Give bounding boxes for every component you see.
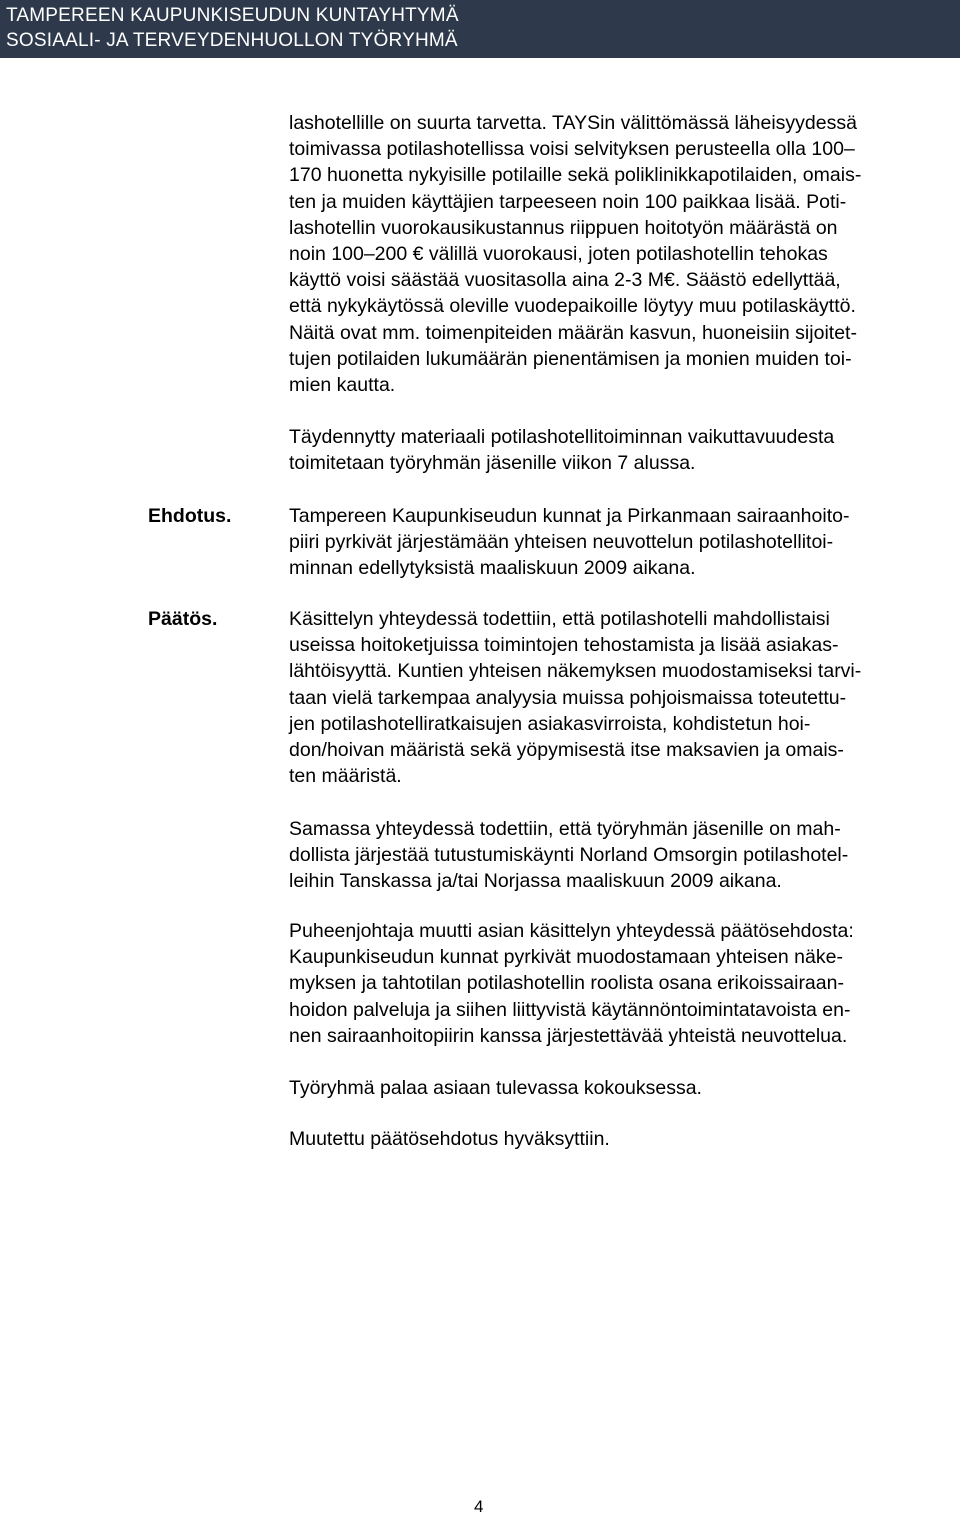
- text-line: Täydennytty materiaali potilashotellitoiminnan vaikuttavuudesta: [289, 426, 835, 448]
- paragraph-ehdotus: [289, 503, 949, 582]
- header-working-group: SOSIAALI- JA TERVEYDENHUOLLON TYÖRYHMÄ: [6, 30, 458, 51]
- text-line: useissa hoitoketjuissa toimintojen tehostamista ja lisää asiakas-: [289, 634, 839, 657]
- paragraph-paatos-4: [289, 1075, 949, 1101]
- paatos-label: Päätös.: [148, 608, 218, 630]
- text-line: minnan edellytyksistä maaliskuun 2009 aikana.: [289, 557, 696, 580]
- text-line: mien kautta.: [289, 374, 396, 397]
- text-line: toimitetaan työryhmän jäsenille viikon 7 alussa.: [289, 452, 696, 475]
- text-line: hoidon palveluja ja siihen liittyvistä käytännöntoimintatavoista en-: [289, 998, 851, 1021]
- text-line: lähtöisyyttä. Kuntien yhteisen näkemyksen muodostamiseksi tarvi-: [289, 660, 862, 683]
- text-line: don/hoivan määristä sekä yöpymisestä itse maksavien ja omais-: [289, 739, 844, 762]
- text-line: Työryhmä palaa asiaan tulevassa kokouksessa.: [289, 1077, 702, 1099]
- text-line: jen potilashotelliratkaisujen asiakasvirroista, kohdistetun hoi-: [289, 712, 811, 735]
- text-line: tujen potilaiden lukumäärän pienentämisen ja monien muiden toi-: [289, 347, 852, 370]
- ehdotus-label: Ehdotus.: [148, 505, 232, 527]
- text-line: lashotellille on suurta tarvetta. TAYSin välittömässä läheisyydessä: [289, 112, 857, 134]
- text-line: toimivassa potilashotellissa voisi selvityksen perusteella olla 100–: [289, 138, 855, 161]
- text-line: lashotellin vuorokausikustannus riippuen hoitotyön määrästä on: [289, 216, 838, 239]
- paragraph-paatos-2: [289, 816, 949, 895]
- page-header: [0, 0, 960, 58]
- text-line: 170 huonetta nykyisille potilaille sekä poliklinikkapotilaiden, omais-: [289, 164, 862, 187]
- text-line: ten määristä.: [289, 765, 402, 788]
- text-line: Käsittelyn yhteydessä todettiin, että potilashotelli mahdollistaisi: [289, 608, 830, 630]
- text-line: että nykykäytössä oleville vuodepaikoille löytyy muu potilaskäyttö.: [289, 295, 856, 318]
- text-line: Samassa yhteydessä todettiin, että työryhmän jäsenille on mah-: [289, 818, 841, 840]
- paragraph-material-note: [289, 424, 949, 476]
- text-line: Kaupunkiseudun kunnat pyrkivät muodostamaan yhteisen näke-: [289, 946, 843, 969]
- text-line: nen sairaanhoitopiirin kanssa järjestettävää yhteistä neuvottelua.: [289, 1024, 848, 1047]
- text-line: Näitä ovat mm. toimenpiteiden määrän kasvun, huoneisiin sijoitet-: [289, 321, 857, 344]
- text-line: dollista järjestää tutustumiskäynti Norland Omsorgin potilashotel-: [289, 844, 849, 867]
- paragraph-paatos-5: [289, 1126, 949, 1152]
- text-line: leihin Tanskassa ja/tai Norjassa maaliskuun 2009 aikana.: [289, 870, 782, 893]
- header-organization: TAMPEREEN KAUPUNKISEUDUN KUNTAYHTYMÄ: [6, 5, 459, 26]
- paragraph-paatos-3: [289, 918, 949, 1049]
- text-line: käyttö voisi säästää vuositasolla aina 2-3 M€. Säästö edellyttää,: [289, 269, 841, 292]
- paragraph-intro: [289, 110, 949, 398]
- page-number: 4: [474, 1497, 484, 1516]
- text-line: Tampereen Kaupunkiseudun kunnat ja Pirkanmaan sairaanhoito-: [289, 505, 850, 527]
- text-line: Muutettu päätösehdotus hyväksyttiin.: [289, 1128, 610, 1150]
- text-line: Puheenjohtaja muutti asian käsittelyn yhteydessä päätösehdosta:: [289, 920, 854, 942]
- text-line: taan vielä tarkempaa analyysia muissa pohjoismaissa toteutettu-: [289, 686, 847, 709]
- text-line: ten ja muiden käyttäjien tarpeeseen noin 100 paikkaa lisää. Poti-: [289, 190, 847, 213]
- text-line: myksen ja tahtotilan potilashotellin roolista osana erikoissairaan-: [289, 972, 844, 995]
- text-line: piiri pyrkivät järjestämään yhteisen neuvottelun potilashotellitoi-: [289, 531, 834, 554]
- paragraph-paatos-1: [289, 606, 949, 789]
- text-line: noin 100–200 € välillä vuorokausi, joten potilashotellin tehokas: [289, 243, 828, 266]
